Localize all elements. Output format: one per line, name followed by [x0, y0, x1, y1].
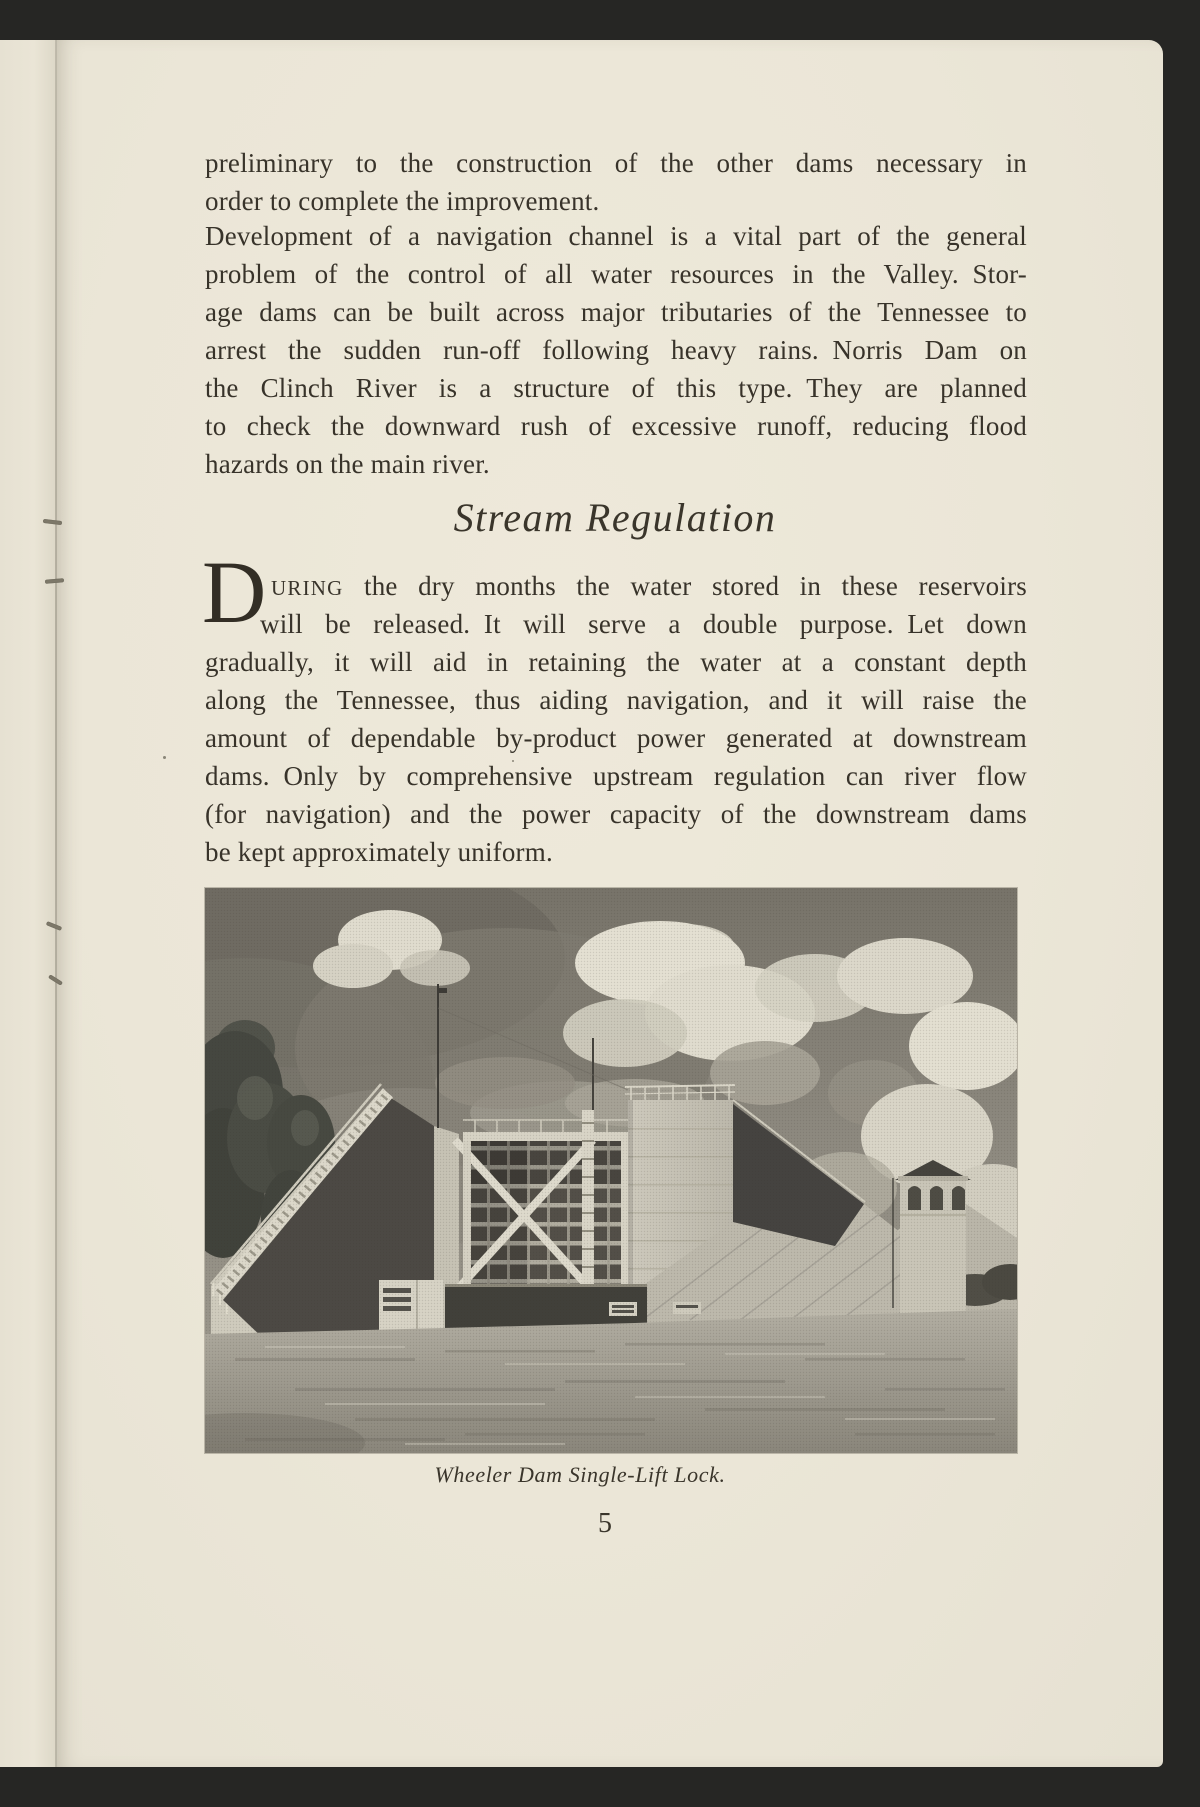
wheeler-dam-photo-art: [205, 888, 1017, 1453]
text-line: (for navigation) and the power capacity of the downstream dams: [205, 799, 1027, 829]
drop-cap: D: [202, 544, 267, 642]
paper-speck: [163, 756, 166, 759]
photo-caption: Wheeler Dam Single-Lift Lock.: [434, 1462, 726, 1487]
text-line: problem of the control of all water resources in the Valley. Stor-: [205, 259, 1027, 289]
text-line: [205, 567, 1027, 605]
text-line: dams. Only by comprehensive upstream regulation can river flow: [205, 761, 1027, 791]
section-heading: Stream Regulation: [453, 495, 777, 540]
paragraph-continuation: [205, 144, 1027, 220]
text-line: order to complete the improvement.: [205, 186, 600, 216]
text-line: to check the downward rush of excessive runoff, reducing flood: [205, 411, 1027, 441]
text-line: arrest the sudden run-off following heavy rains. Norris Dam on: [205, 335, 1027, 365]
text-line: amount of dependable by-product power generated at downstream: [205, 723, 1027, 753]
text-line: age dams can be built across major tributaries of the Tennessee to: [205, 297, 1027, 327]
halftone-overlay: [205, 888, 1017, 1453]
text-line: along the Tennessee, thus aiding navigation, and it will raise the: [205, 685, 1027, 715]
page-number: 5: [598, 1508, 612, 1539]
text-line: will be released. It will serve a double purpose. Let down: [260, 609, 1027, 639]
text-line: hazards on the main river.: [205, 449, 490, 479]
paragraph-lines: [205, 605, 1027, 871]
smallcaps-lead: URING: [271, 576, 344, 600]
text-line: Development of a navigation channel is a vital part of the general: [205, 221, 1027, 251]
text-line: be kept approximately uniform.: [205, 837, 553, 867]
paragraph-stream-regulation: [205, 567, 1027, 871]
binding-fold: [55, 40, 57, 1767]
paragraph-navigation-channel: [205, 217, 1027, 483]
wheeler-dam-photo: [205, 888, 1017, 1453]
line-rest: the dry months the water stored in these reservoirs: [343, 571, 1027, 601]
text-line: gradually, it will aid in retaining the water at a constant depth: [205, 647, 1027, 677]
text-line: preliminary to the construction of the other dams necessary in: [205, 148, 1027, 178]
facing-page-edge: [0, 40, 57, 1767]
text-line: the Clinch River is a structure of this type. They are planned: [205, 373, 1027, 403]
